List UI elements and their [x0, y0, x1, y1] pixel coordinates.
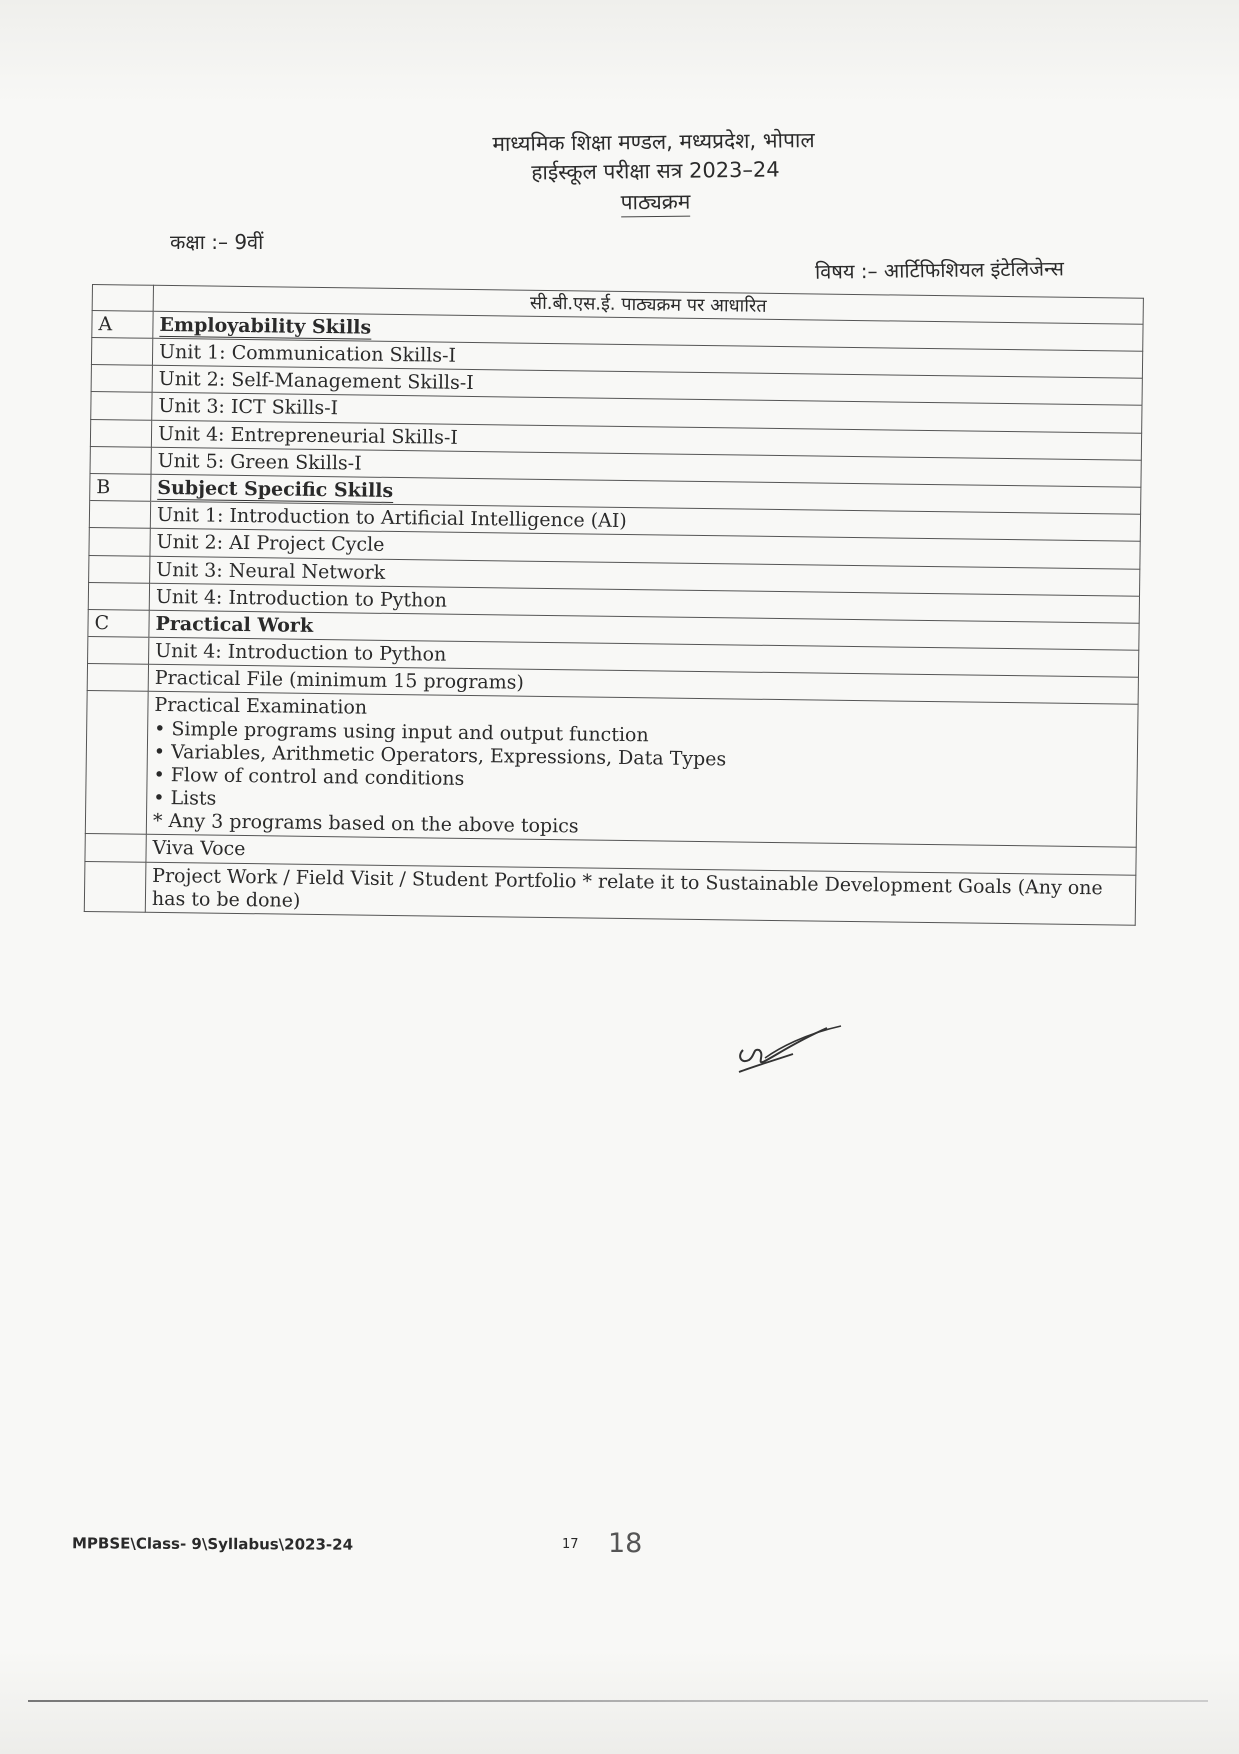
section-cell	[91, 365, 152, 393]
section-cell	[87, 664, 148, 692]
bottom-edge-line	[28, 1700, 1208, 1702]
section-title: Practical Work	[149, 610, 1139, 650]
practical-exam-cell	[146, 692, 1138, 848]
document-type-text: पाठ्यक्रम	[620, 190, 690, 218]
unit-row: Unit 3: Neural Network	[150, 556, 1140, 596]
list-item: • Simple programs using input and output function	[154, 717, 649, 746]
practical-exam-list	[153, 717, 1131, 846]
syllabus-table	[84, 284, 1144, 926]
section-cell	[91, 392, 152, 420]
subject-label: विषय :– आर्टिफिशियल इंटेलिजेन्स	[814, 256, 1065, 284]
section-cell	[89, 528, 150, 556]
page-number: 18	[608, 1528, 643, 1559]
table-banner: सी.बी.एस.ई. पाठ्यक्रम पर आधारित	[153, 285, 1143, 324]
unit-row: Unit 3: ICT Skills-I	[152, 393, 1142, 433]
viva-row: Viva Voce	[146, 835, 1136, 875]
list-item: • Flow of control and conditions	[153, 763, 465, 790]
unit-row: Unit 4: Entrepreneurial Skills-I	[151, 420, 1141, 460]
section-letter: B	[90, 473, 151, 501]
unit-row: Unit 4: Introduction to Python	[149, 637, 1139, 677]
section-letter: C	[88, 609, 149, 637]
section-cell	[85, 691, 148, 835]
section-cell	[84, 861, 146, 912]
section-cell	[89, 555, 150, 583]
section-letter: A	[92, 310, 153, 338]
unit-row: Unit 2: Self-Management Skills-I	[152, 366, 1142, 406]
footer-mark: 17	[562, 1537, 579, 1552]
section-cell	[88, 582, 149, 610]
table-row	[85, 691, 1138, 848]
signature-mark	[735, 1020, 855, 1080]
unit-row: Unit 4: Introduction to Python	[149, 583, 1139, 623]
list-item: * Any 3 programs based on the above topics	[152, 810, 579, 838]
section-cell	[90, 446, 151, 474]
section-cell	[92, 285, 153, 312]
board-name: माध्यमिक शिक्षा मण्डल, मध्यप्रदेश, भोपाल	[492, 128, 815, 156]
section-cell	[88, 636, 149, 664]
practical-exam-title: Practical Examination	[154, 694, 368, 719]
exam-session: हाईस्कूल परीक्षा सत्र 2023–24	[531, 157, 780, 185]
section-title-text: Employability Skills	[159, 313, 372, 339]
unit-row: Unit 5: Green Skills-I	[151, 447, 1141, 487]
unit-row: Unit 2: AI Project Cycle	[150, 529, 1140, 569]
footer-path: MPBSE\Class- 9\Syllabus\2023-24	[71, 1534, 354, 1554]
section-cell	[91, 338, 152, 366]
section-cell	[90, 419, 151, 447]
unit-row: Unit 1: Introduction to Artificial Intelligence (AI)	[150, 501, 1140, 541]
list-item: • Lists	[153, 786, 217, 810]
list-item: • Variables, Arithmetic Operators, Expressions, Data Types	[153, 740, 727, 771]
section-cell	[85, 834, 146, 862]
section-title-text: Subject Specific Skills	[157, 476, 394, 502]
unit-row: Unit 1: Communication Skills-I	[152, 338, 1142, 378]
class-label: कक्षा :– 9वीं	[170, 230, 264, 254]
section-cell	[89, 501, 150, 529]
unit-row: Practical File (minimum 15 programs)	[148, 664, 1138, 704]
project-row: Project Work / Field Visit / Student Portfolio * relate it to Sustainable Development Goals (Any one has to be done)	[145, 862, 1136, 925]
